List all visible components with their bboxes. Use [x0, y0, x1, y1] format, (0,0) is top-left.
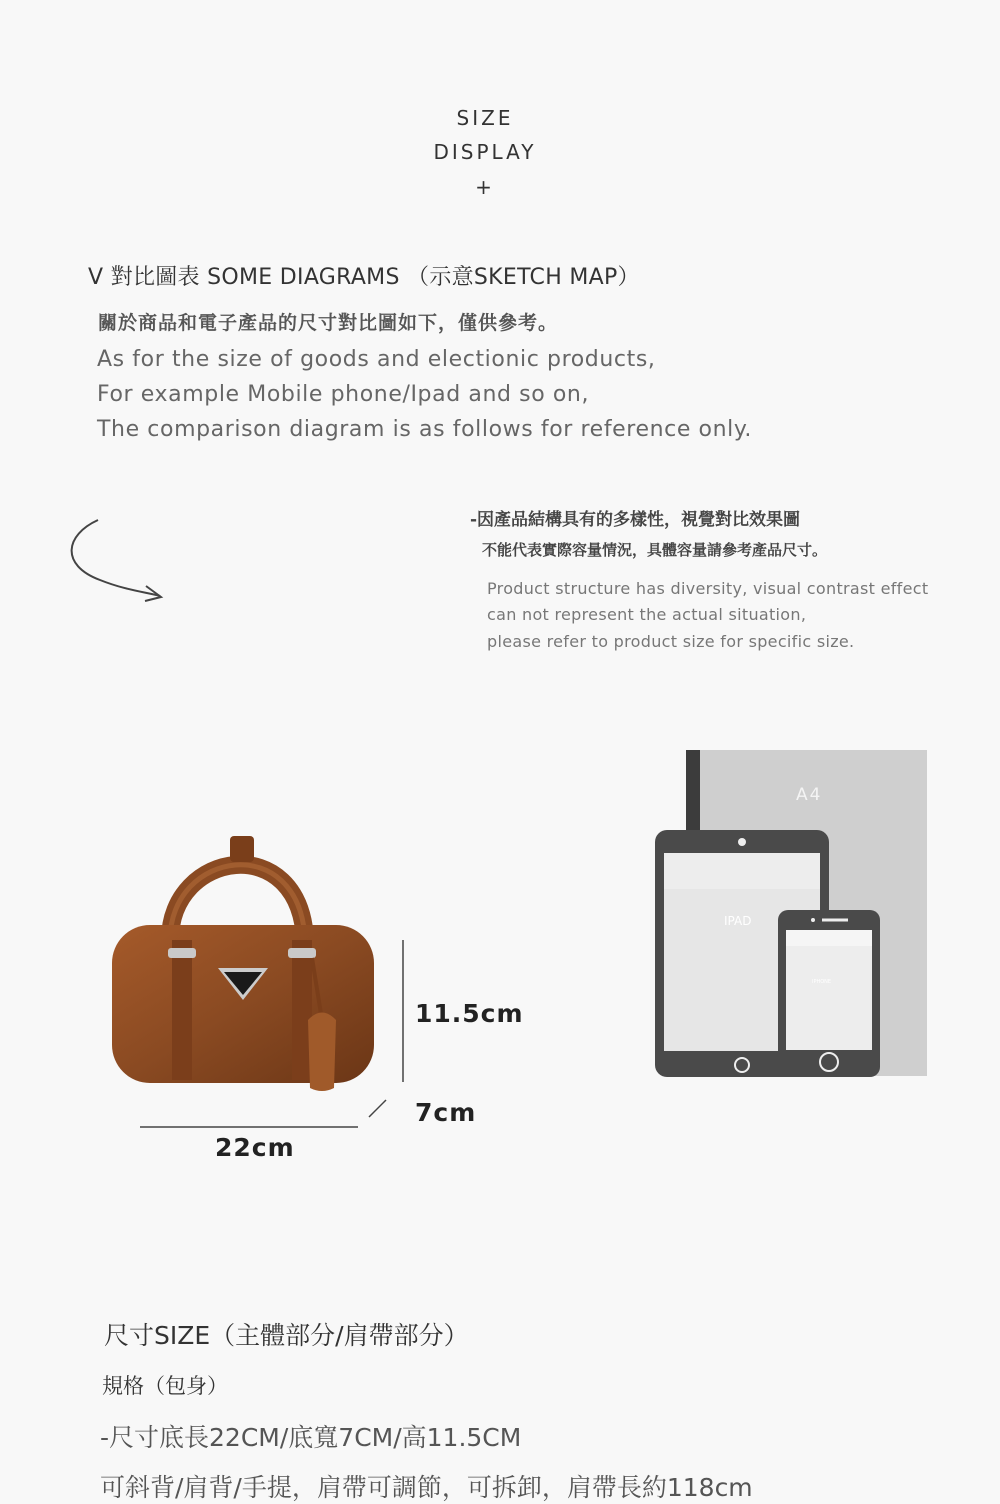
note-en-line-2: can not represent the actual situation, [487, 605, 807, 624]
length-dimension: 22cm [215, 1133, 295, 1162]
intro-line-2: For example Mobile phone/Ipad and so on, [97, 382, 590, 407]
header-size: SIZE [456, 106, 514, 130]
a4-label: A4 [796, 785, 823, 805]
ipad-label: IPAD [724, 914, 752, 928]
header-plus: + [475, 175, 495, 199]
iphone-label: IPHONE [812, 979, 832, 985]
note-cn-line-2: 不能代表實際容量情況，具體容量請參考產品尺寸。 [482, 541, 828, 559]
height-dimension: 11.5cm [415, 999, 524, 1028]
header-display: DISPLAY [433, 140, 537, 164]
spec-label: 規格（包身） [102, 1374, 228, 1398]
curved-arrow-icon [60, 510, 180, 610]
depth-dimension: 7cm [415, 1098, 477, 1127]
spec-strap-info: 可斜背/肩背/手提，肩帶可調節，可拆卸，肩帶長約118cm [100, 1473, 753, 1502]
diagram-subheading: 關於商品和電子產品的尺寸對比圖如下，僅供參考。 [98, 312, 559, 334]
intro-line-1: As for the size of goods and electionic products, [97, 347, 656, 372]
note-cn-line-1: -因產品結構具有的多樣性，視覺對比效果圖 [470, 510, 801, 530]
size-title: 尺寸SIZE（主體部分/肩帶部分） [104, 1321, 469, 1350]
intro-line-3: The comparison diagram is as follows for reference only. [97, 417, 752, 442]
spec-dimensions: -尺寸底長22CM/底寬7CM/高11.5CM [100, 1423, 522, 1452]
device-comparison-image [650, 745, 940, 1085]
diagram-heading: V 對比圖表 SOME DIAGRAMS （示意SKETCH MAP） [88, 265, 640, 290]
note-en-line-3: please refer to product size for specific size. [487, 632, 855, 651]
dimension-lines [130, 930, 420, 1140]
note-en-line-1: Product structure has diversity, visual contrast effect [487, 579, 929, 598]
